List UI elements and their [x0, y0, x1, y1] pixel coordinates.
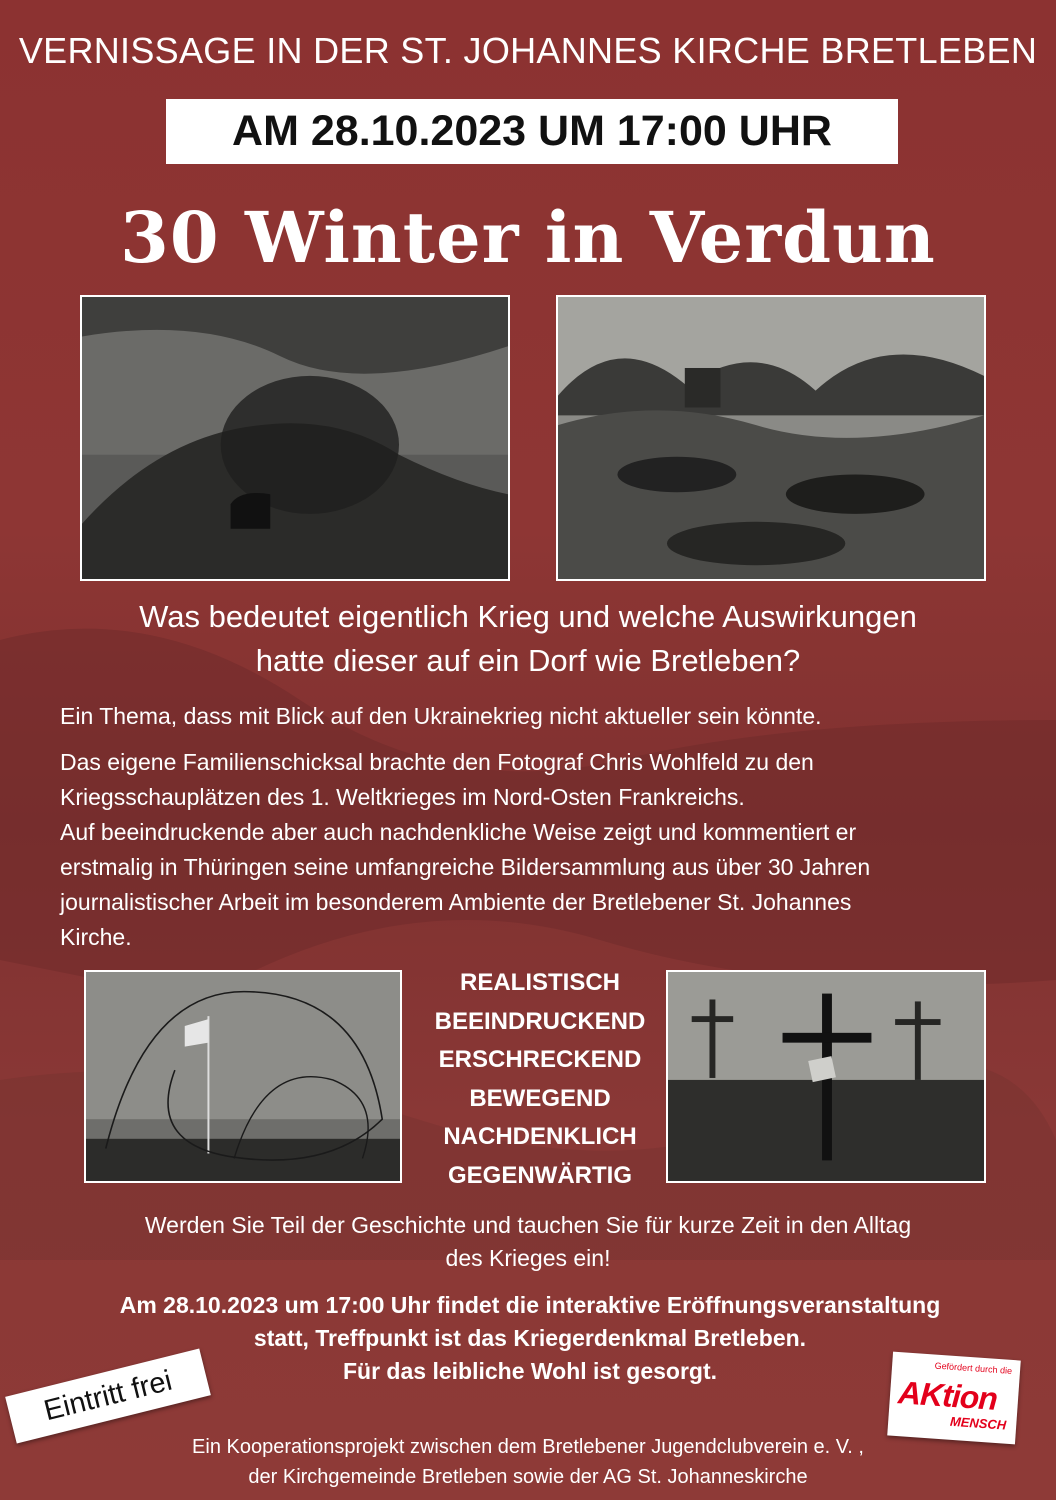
description-line: erstmalig in Thüringen seine umfangreiche Bildersammlung aus über 30 Jahren: [60, 854, 871, 880]
description-paragraph: [60, 745, 1040, 955]
cta-line-2: des Krieges ein!: [445, 1245, 611, 1271]
keyword: BEWEGEND: [469, 1084, 611, 1112]
sponsor-sub: MENSCH: [949, 1413, 1007, 1433]
cta-line-1: Werden Sie Teil der Geschichte und tauchen Sie für kurze Zeit in den Alltag: [144, 1212, 912, 1238]
grave-crosses-photo: [666, 970, 986, 1183]
event-line-2: statt, Treffpunkt ist das Kriegerdenkmal Bretleben.: [253, 1325, 807, 1351]
question-line-1: Was bedeutet eigentlich Krieg und welche Auswirkungen: [139, 599, 917, 634]
event-line-3: Für das leibliche Wohl ist gesorgt.: [342, 1358, 718, 1384]
event-line-1: Am 28.10.2023 um 17:00 Uhr findet die interaktive Eröffnungsveranstaltung: [119, 1292, 941, 1318]
shell-craters-photo: [556, 295, 986, 581]
keyword: GEGENWÄRTIG: [448, 1161, 632, 1189]
keyword: BEEINDRUCKEND: [434, 1007, 646, 1035]
footer-line-2: der Kirchgemeinde Bretleben sowie der AG St. Johanneskirche: [248, 1466, 808, 1488]
keyword: ERSCHRECKEND: [438, 1046, 642, 1074]
aktion-mensch-logo: [887, 1352, 1021, 1445]
footer-line-1: Ein Kooperationsprojekt zwischen dem Bretlebener Jugendclubverein e. V. ,: [192, 1436, 864, 1458]
intro-paragraph: Ein Thema, dass mit Blick auf den Ukrainekrieg nicht aktueller sein könnte.: [60, 703, 822, 729]
vernissage-heading: VERNISSAGE IN DER ST. JOHANNES KIRCHE BRETLEBEN: [18, 30, 1038, 71]
keyword: REALISTISCH: [459, 969, 620, 996]
description-line: Kirche.: [60, 924, 132, 950]
keyword-list: [412, 964, 668, 1196]
call-to-action: [60, 1209, 996, 1275]
sponsor-name: AKtion: [897, 1374, 999, 1417]
bunker-shrub-photo: [80, 295, 510, 581]
barbed-wire-flag-photo: [84, 970, 402, 1183]
sponsor-small-text: Gefördert durch die: [934, 1360, 1013, 1376]
question-text: [40, 595, 1016, 683]
date-box: AM 28.10.2023 UM 17:00 UHR: [166, 99, 898, 164]
exhibition-title: 30 Winter in Verdun: [120, 196, 936, 279]
question-line-2: hatte dieser auf ein Dorf wie Bretleben?: [255, 643, 801, 678]
description-line: Das eigene Familienschicksal brachte den Fotograf Chris Wohlfeld zu den: [60, 749, 814, 775]
description-line: Kriegsschauplätzen des 1. Weltkrieges im Nord-Osten Frankreichs.: [60, 784, 745, 810]
description-line: Auf beeindruckende aber auch nachdenkliche Weise zeigt und kommentiert er: [60, 819, 857, 845]
free-entry-badge: Eintritt frei: [5, 1349, 211, 1444]
keyword: NACHDENKLICH: [443, 1123, 637, 1151]
footer-credits: [0, 1432, 1056, 1492]
description-line: journalistischer Arbeit im besonderem Ambiente der Bretlebener St. Johannes: [60, 889, 852, 915]
